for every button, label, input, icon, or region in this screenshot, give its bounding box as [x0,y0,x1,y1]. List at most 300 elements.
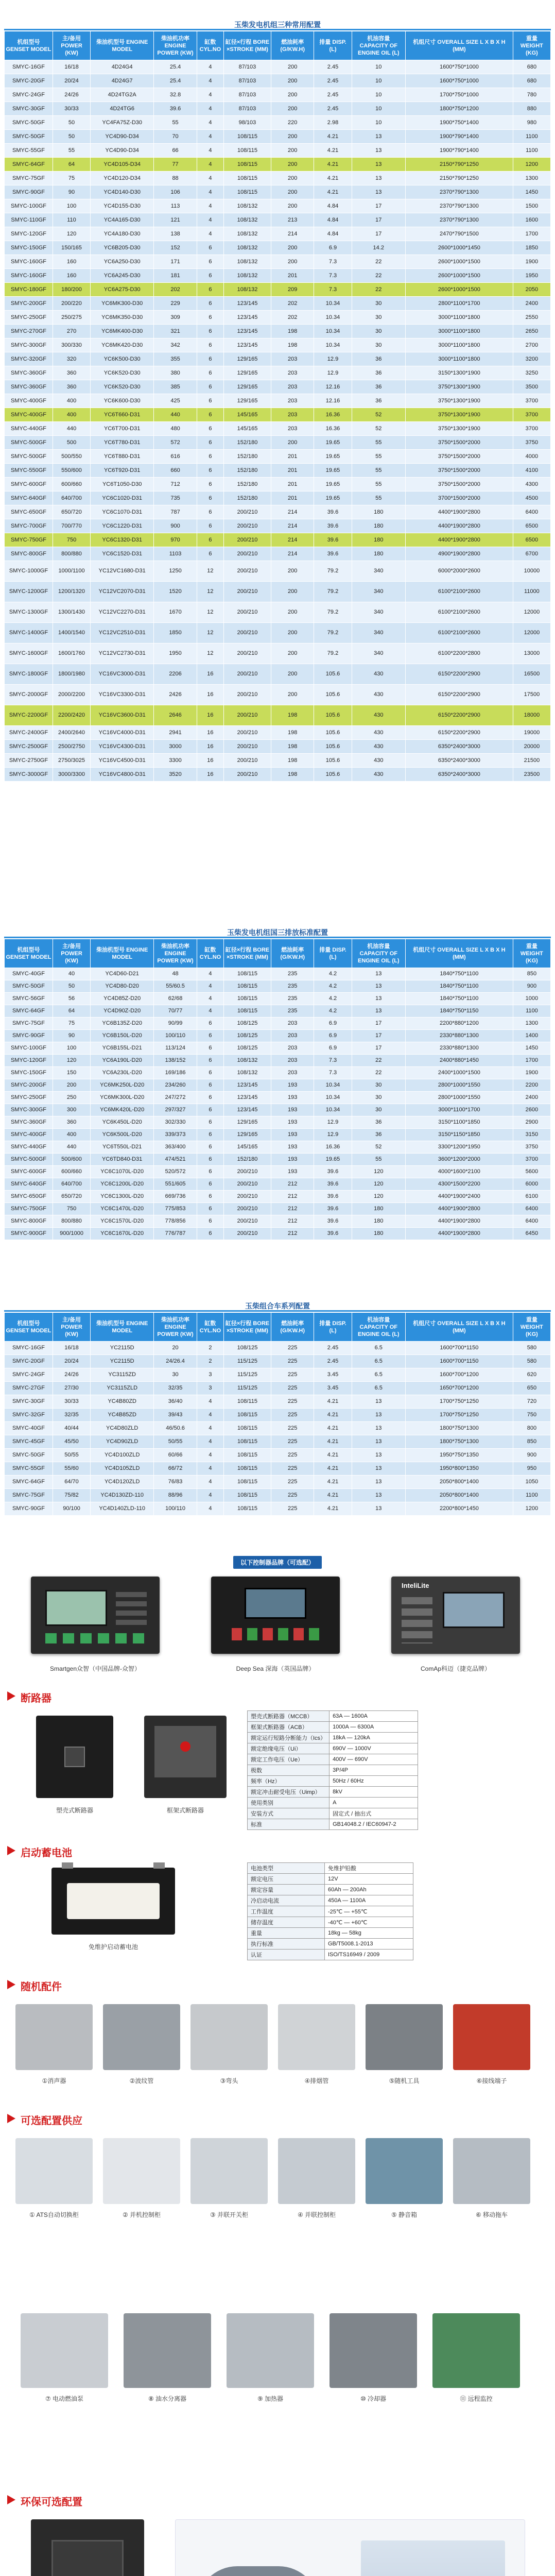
table-header-cell: 机组尺寸 OVERALL SIZE L X B X H (MM) [405,939,513,968]
table-cell: 340 [352,643,405,664]
table-row [5,1422,551,1435]
table-row [5,1005,551,1018]
table-row [5,664,551,685]
table-cell: 880 [513,102,550,116]
table-cell: 2330*880*1300 [405,1030,513,1042]
table-cell: 6 [197,422,223,436]
table-cell: 4.21 [314,144,352,158]
table-cell: 13 [352,993,405,1005]
table-cell: 6 [197,492,223,505]
table-cell: 90 [53,185,90,199]
table-cell: YC6MK350-D30 [91,311,154,325]
table-cell: 22 [352,255,405,269]
optional-section [0,2107,555,2483]
spec-cell: 额定工作电压（Ue） [248,1754,329,1765]
table-cell: YC6MK400-D30 [91,325,154,338]
table-row [5,1342,551,1355]
table-cell: 6150*2200*2900 [405,705,513,726]
spec-cell: A [329,1798,418,1808]
table-cell: 21500 [513,754,550,768]
product-caption: ⑤ 静音箱 [391,2211,418,2218]
product-image [227,2313,314,2388]
table-cell: YC4FA75Z-D30 [91,116,154,130]
spec-cell: 450A — 1100A [325,1895,413,1906]
table-cell: 302/330 [154,1116,197,1129]
product-caption: ② 并机控制柜 [122,2211,161,2218]
table-cell: 180 [352,505,405,519]
product-caption: ⑤随机工具 [389,2077,420,2084]
table-cell: YC6C1320-D31 [91,533,154,547]
table-row [5,464,551,478]
table-cell: 160 [53,269,90,283]
table-cell: 123/145 [224,325,271,338]
table-cell: 108/132 [224,213,271,227]
table-cell: 6700 [513,547,550,561]
table-cell: 13 [352,1462,405,1476]
arrow-icon [7,2114,15,2123]
table-cell: 1700 [513,227,550,241]
table-cell: 340 [352,602,405,623]
table-cell: YC4D80ZLD [91,1422,154,1435]
table-cell: 4.21 [314,1489,352,1502]
product-caption: ③ 并联开关柜 [210,2211,249,2218]
spec-row [248,1939,413,1950]
table-header-cell: 缸数 CYL.NO [197,31,223,60]
table-cell: SMYC-1200GF [5,582,53,602]
table-cell: 13 [352,1476,405,1489]
dpf-image [175,2519,525,2576]
table-cell: YC6C1670L-D20 [91,1228,154,1240]
table-cell: 200/210 [224,1203,271,1215]
table-cell: 202 [271,311,314,325]
battery-terminal [62,1862,73,1869]
section-yuchai-combo [0,1296,555,1564]
table-row [5,1116,551,1129]
table-cell: YC2115D [91,1355,154,1368]
table-cell: 30 [352,297,405,311]
table-cell: 16 [197,754,223,768]
table-row [5,533,551,547]
product-image [329,2313,417,2388]
table-cell: 2150*790*1250 [405,158,513,172]
table-cell: 6 [197,505,223,519]
table-cell: 7.3 [314,283,352,297]
table-cell: 36/40 [154,1395,197,1409]
table-cell: 6.9 [314,241,352,255]
table-cell: 22 [352,283,405,297]
table-cell: 64 [53,1005,90,1018]
table-cell: 900 [513,1449,550,1462]
spec-cell: 18kA — 120kA [329,1733,418,1743]
table-cell: SMYC-900GF [5,1228,53,1240]
spec-cell: 工作温度 [248,1906,325,1917]
table-cell: 3700 [513,394,550,408]
table-cell: 787 [154,505,197,519]
table-cell: 750 [53,1203,90,1215]
table-row [5,582,551,602]
table-cell: 340 [352,623,405,643]
table-cell: 6100*2100*2600 [405,623,513,643]
spec-cell: 认证 [248,1950,325,1960]
table-cell: 6 [197,352,223,366]
table-cell: 2050*800*1400 [405,1489,513,1502]
table-cell: 2370*790*1300 [405,199,513,213]
table-cell: 3700 [513,408,550,422]
spec-cell: 3P/4P [329,1765,418,1776]
table-header-cell: 排量 DISP. (L) [314,31,352,60]
arrow-icon [7,2495,15,2504]
table-cell: 39.6 [314,1203,352,1215]
table-cell: 7.3 [314,1067,352,1079]
table-row [5,1435,551,1449]
table-cell: 6 [197,380,223,394]
table-row [5,478,551,492]
product-caption: ⑩ 冷却器 [360,2395,387,2402]
table-cell: 70 [154,130,197,144]
table-row [5,768,551,782]
table-cell: 169/186 [154,1067,197,1079]
table-header-cell: 燃油耗率 (G/KW.H) [271,939,314,968]
table-row [5,241,551,255]
table-cell: 193 [271,1079,314,1092]
table-cell: 2200 [513,1079,550,1092]
table-cell: 2.45 [314,60,352,74]
spec-row [248,1906,413,1917]
table-cell: 108/115 [224,144,271,158]
table-cell: 1600*700*1200 [405,1368,513,1382]
table-row [5,199,551,213]
table-cell: 19.65 [314,450,352,464]
table-cell: 19.65 [314,436,352,450]
product-image [278,2138,355,2204]
table-cell: 2.98 [314,116,352,130]
table-cell: SMYC-16GF [5,60,53,74]
table-cell: 19.65 [314,1154,352,1166]
table-cell: 440 [53,1141,90,1154]
table-cell: 60/66 [154,1449,197,1462]
table-cell: 400 [53,408,90,422]
table-cell: 200/210 [224,623,271,643]
table-cell: 39.6 [314,505,352,519]
table-cell: 13 [352,1395,405,1409]
table-cell: 430 [352,664,405,685]
table-cell: 339/373 [154,1129,197,1141]
table-cell: 4000*1600*2100 [405,1166,513,1178]
table-cell: 3250 [513,366,550,380]
table-cell: 4 [197,1462,223,1476]
table-cell: SMYC-50GF [5,116,53,130]
table-row [5,1502,551,1516]
table-cell: SMYC-150GF [5,241,53,255]
table-cell: SMYC-24GF [5,88,53,102]
table-cell: 180/200 [53,283,90,297]
table-cell: 4400*1900*2400 [405,1191,513,1203]
table-cell: 300 [53,1104,90,1116]
table-cell: 1700*750*1250 [405,1395,513,1409]
table-row [5,1092,551,1104]
table-cell: 4 [197,993,223,1005]
table-cell: 36 [352,366,405,380]
table-cell: 193 [271,1166,314,1178]
table-cell: SMYC-300GF [5,338,53,352]
table-cell: 13 [352,1449,405,1462]
table-row [5,380,551,394]
table-cell: 234/260 [154,1079,197,1092]
controller-comap [391,1577,520,1654]
table-cell: 138 [154,227,197,241]
table-cell: 120 [352,1191,405,1203]
spec-row [248,1765,418,1776]
table-cell: SMYC-64GF [5,1476,53,1489]
table-cell: 6.9 [314,1030,352,1042]
table-cell: 12.16 [314,380,352,394]
table-cell: YC4D90-D34 [91,130,154,144]
table-cell: 1520 [154,582,197,602]
table-cell: SMYC-500GF [5,450,53,464]
table-cell: 3.45 [314,1368,352,1382]
table-cell: 200/210 [224,768,271,782]
table-cell: 4 [197,1489,223,1502]
table-cell: 52 [352,408,405,422]
table-cell: 4000 [513,450,550,464]
table-cell: 3150*1100*1850 [405,1116,513,1129]
spec-cell: 60Ah — 200Ah [325,1885,413,1895]
table-cell: 6 [197,450,223,464]
table-cell: YC6K520-D30 [91,366,154,380]
table-cell: 203 [271,1055,314,1067]
table-cell: 2.45 [314,1342,352,1355]
table-cell: 1840*750*1100 [405,993,513,1005]
table-cell: 19.65 [314,464,352,478]
table-cell: 87/103 [224,74,271,88]
table-cell: SMYC-55GF [5,144,53,158]
spec-cell: 频率（Hz） [248,1776,329,1787]
controller-caption: Smartgen众智（中国品牌-众智） [49,1665,141,1672]
spec-cell: 免维护铅酸 [325,1863,413,1874]
table-cell: 115/125 [224,1368,271,1382]
table-row [5,1166,551,1178]
table-cell: 12.16 [314,394,352,408]
acb-button [180,1741,190,1752]
table-cell: 12.9 [314,366,352,380]
table-cell: 380 [154,366,197,380]
table-header-cell: 柴油机型号 ENGINE MODEL [91,1313,154,1342]
table-cell: 152/180 [224,436,271,450]
table-cell: 200 [53,1079,90,1092]
table-cell: 700/770 [53,519,90,533]
table-cell: 1600*750*1000 [405,60,513,74]
table-cell: SMYC-500GF [5,436,53,450]
table-cell: YC16VC3300-D31 [91,685,154,705]
table-cell: 1670 [154,602,197,623]
table-cell: 3750*1500*2000 [405,436,513,450]
table-cell: 4 [197,130,223,144]
table-cell: 6350*2400*3000 [405,740,513,754]
table-cell: 52 [352,1141,405,1154]
table-cell: 6 [197,464,223,478]
table-cell: 2.45 [314,88,352,102]
table-cell: 138/152 [154,1055,197,1067]
table-cell: 6 [197,269,223,283]
table-cell: 270 [53,325,90,338]
table-cell: SMYC-50GF [5,130,53,144]
table-cell: 27/30 [53,1382,90,1395]
table-cell: 13 [352,1005,405,1018]
table-cell: 100 [53,1042,90,1055]
table-cell: YC6A245-D30 [91,269,154,283]
table-cell: 225 [271,1355,314,1368]
table-cell: 2941 [154,726,197,740]
acb-panel [154,1726,216,1777]
table-cell: 3750*1300*1900 [405,408,513,422]
table-cell: 3 [197,1382,223,1395]
table-cell: 4.21 [314,1435,352,1449]
table-cell: YC16VC4500-D31 [91,754,154,768]
table-cell: 79.2 [314,561,352,582]
table-header-cell: 机组型号 GENSET MODEL [5,1313,53,1342]
spec-cell: 安装方式 [248,1808,329,1819]
table-cell: 4D24TG6 [91,102,154,116]
table-cell: 39.6 [314,1178,352,1191]
table-cell: 2370*790*1300 [405,185,513,199]
table-cell: 1600 [513,213,550,227]
table-cell: SMYC-160GF [5,255,53,269]
table-cell: 6 [197,519,223,533]
table-cell: 430 [352,726,405,740]
table-cell: 4300 [513,478,550,492]
table-cell: 108/125 [224,1018,271,1030]
table-row [5,1409,551,1422]
table-cell: 2000/2200 [53,685,90,705]
table-cell: 6100 [513,1191,550,1203]
table-cell: YC6C1520-D31 [91,547,154,561]
table-cell: 200/210 [224,533,271,547]
table-cell: 712 [154,478,197,492]
table-cell: 3000*1100*1700 [405,1104,513,1116]
table-cell: 4.21 [314,1502,352,1516]
table-header-cell: 机油容量 CAPACITY OF ENGINE OIL (L) [352,939,405,968]
table-cell: 900/1000 [53,1228,90,1240]
table-cell: SMYC-20GF [5,1355,53,1368]
product-image [432,2313,520,2388]
table-cell: 2600*1000*1500 [405,283,513,297]
table-cell: YC6K520-D30 [91,380,154,394]
table-cell: 22 [352,1055,405,1067]
table-row [5,643,551,664]
table-cell: 297/327 [154,1104,197,1116]
table-cell: 200/210 [224,740,271,754]
table-cell: 110 [53,213,90,227]
table-cell: SMYC-30GF [5,102,53,116]
table-cell: YC4B80ZD [91,1395,154,1409]
table-cell: 4.21 [314,1476,352,1489]
spec-row [248,1711,418,1722]
table-header-cell: 柴油机功率 ENGINE POWER (KW) [154,939,197,968]
table-cell: 10 [352,102,405,116]
battery-image [51,1868,175,1935]
table-cell: SMYC-2200GF [5,705,53,726]
table-cell: 6 [197,325,223,338]
section-title: 玉柴组合车系列配置 [245,1302,310,1310]
table-cell: 32.8 [154,88,197,102]
table-cell: 2200*800*1450 [405,1502,513,1516]
table-cell: 79.2 [314,623,352,643]
table-cell: 2600 [513,1104,550,1116]
product-image [453,2138,530,2204]
table-cell: 980 [513,116,550,130]
table-cell: 6 [197,255,223,269]
table-cell: SMYC-45GF [5,1435,53,1449]
table-cell: 129/165 [224,1129,271,1141]
table-cell: 7.3 [314,255,352,269]
table-cell: 1950 [154,643,197,664]
table-cell: 1950 [513,269,550,283]
table-cell: 108/115 [224,1489,271,1502]
table-cell: 36 [352,1116,405,1129]
table-cell: 171 [154,255,197,269]
table-cell: SMYC-360GF [5,366,53,380]
table-cell: SMYC-600GF [5,1166,53,1178]
table-header-cell: 机组型号 GENSET MODEL [5,31,53,60]
table-cell: 200/210 [224,547,271,561]
table-cell: SMYC-400GF [5,1129,53,1141]
table-cell: 36 [352,352,405,366]
table-cell: 235 [271,968,314,980]
table-cell: 200/210 [224,1166,271,1178]
table-cell: 198 [271,740,314,754]
table-cell: 108/132 [224,269,271,283]
table-cell: SMYC-1800GF [5,664,53,685]
table-cell: 4 [197,1409,223,1422]
table-cell: 1600*700*1150 [405,1342,513,1355]
table-cell: 1950*750*1350 [405,1449,513,1462]
table-cell: 4 [197,1395,223,1409]
table-cell: 1840*750*1100 [405,980,513,993]
controller-buttons [116,1592,147,1628]
table-cell: 105.6 [314,664,352,685]
spec-row [248,1874,413,1885]
table-cell: 10.34 [314,325,352,338]
table-row [5,980,551,993]
table-cell: 201 [271,464,314,478]
table-cell: 4 [197,60,223,74]
table-cell: 105.6 [314,726,352,740]
table-cell: 3000*1100*1800 [405,325,513,338]
table-cell: 2330*880*1300 [405,1042,513,1055]
table-cell: SMYC-500GF [5,1154,53,1166]
table-cell: 55 [352,464,405,478]
table-cell: 3750*1500*2000 [405,478,513,492]
table-cell: 4 [197,980,223,993]
table-cell: 4 [197,158,223,172]
table-row [5,1067,551,1079]
table-cell: 1200/1320 [53,582,90,602]
table-cell: 1300 [513,172,550,185]
table-row [5,1203,551,1215]
table-cell: 6 [197,1042,223,1055]
table-cell: YC4D120-D34 [91,172,154,185]
table-cell: YC12VC2510-D31 [91,623,154,643]
table-cell: 4D24G7 [91,74,154,88]
table-cell: 201 [271,269,314,283]
table-cell: 4900*1900*2800 [405,547,513,561]
table-cell: 6 [197,1116,223,1129]
table-cell: 4.84 [314,199,352,213]
table-cell: 1900*790*1400 [405,144,513,158]
table-cell: 1300 [513,1018,550,1030]
table-cell: 4.21 [314,1449,352,1462]
table-cell: 2470*790*1500 [405,227,513,241]
